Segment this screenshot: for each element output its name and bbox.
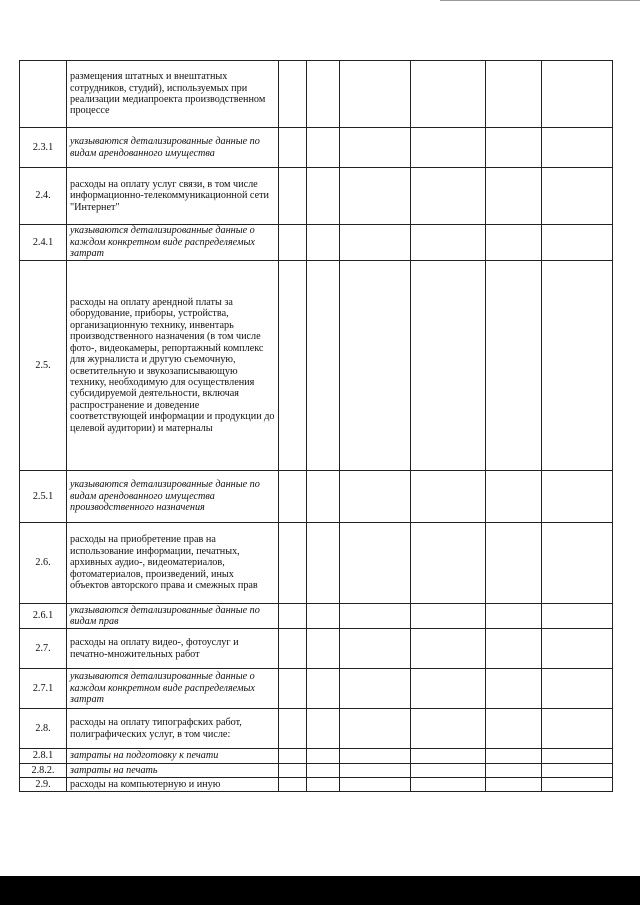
row-number: 2.8.2. [20, 764, 67, 778]
table-row [20, 471, 613, 523]
value-cell [279, 168, 307, 225]
value-cell [486, 629, 542, 669]
table-row [20, 225, 613, 261]
value-cell [340, 61, 411, 128]
value-cell [542, 709, 613, 749]
cost-table [19, 60, 613, 792]
value-cell [340, 523, 411, 604]
value-cell [411, 778, 486, 792]
value-cell [411, 168, 486, 225]
row-number: 2.7.1 [20, 669, 67, 709]
value-cell [340, 669, 411, 709]
row-number: 2.8. [20, 709, 67, 749]
value-cell [542, 225, 613, 261]
value-cell [486, 168, 542, 225]
row-description: расходы на оплату типографских работ, полиграфических услуг, в том числе: [67, 709, 279, 749]
value-cell [542, 471, 613, 523]
table-row [20, 764, 613, 778]
row-number: 2.6.1 [20, 604, 67, 629]
value-cell [307, 225, 340, 261]
row-description: затраты на подготовку к печати [67, 749, 279, 764]
value-cell [411, 604, 486, 629]
value-cell [279, 709, 307, 749]
value-cell [411, 764, 486, 778]
row-description: расходы на компьютерную и иную [67, 778, 279, 792]
value-cell [307, 128, 340, 168]
value-cell [279, 669, 307, 709]
row-description: указываются детализированные данные по видам арендованного имущества [67, 128, 279, 168]
value-cell [542, 764, 613, 778]
table-row [20, 778, 613, 792]
value-cell [340, 629, 411, 669]
value-cell [307, 669, 340, 709]
value-cell [411, 523, 486, 604]
value-cell [486, 749, 542, 764]
value-cell [542, 128, 613, 168]
value-cell [542, 61, 613, 128]
row-number: 2.6. [20, 523, 67, 604]
value-cell [542, 749, 613, 764]
value-cell [340, 261, 411, 471]
value-cell [411, 629, 486, 669]
value-cell [340, 471, 411, 523]
value-cell [340, 764, 411, 778]
row-description: размещения штатных и внештатных сотрудников, студий), используемых при реализации медиапроекта производственном процессе [67, 61, 279, 128]
row-number: 2.4. [20, 168, 67, 225]
value-cell [411, 261, 486, 471]
table-row [20, 61, 613, 128]
table-row [20, 523, 613, 604]
table-row [20, 669, 613, 709]
value-cell [307, 749, 340, 764]
row-number: 2.5. [20, 261, 67, 471]
value-cell [411, 749, 486, 764]
page-edge-line [440, 0, 640, 1]
row-description: расходы на приобретение прав на использование информации, печатных, архивных аудио-, видеоматериалов, фотоматериалов, произведений, иных объектов авторского права и смежных прав [67, 523, 279, 604]
value-cell [486, 61, 542, 128]
value-cell [340, 225, 411, 261]
value-cell [307, 261, 340, 471]
value-cell [279, 749, 307, 764]
value-cell [340, 168, 411, 225]
value-cell [542, 629, 613, 669]
row-number: 2.8.1 [20, 749, 67, 764]
row-description: затраты на печать [67, 764, 279, 778]
value-cell [307, 471, 340, 523]
table-row [20, 709, 613, 749]
value-cell [542, 261, 613, 471]
value-cell [486, 471, 542, 523]
value-cell [340, 749, 411, 764]
value-cell [411, 61, 486, 128]
row-number: 2.9. [20, 778, 67, 792]
row-number [20, 61, 67, 128]
table-row [20, 604, 613, 629]
row-number: 2.3.1 [20, 128, 67, 168]
value-cell [411, 471, 486, 523]
value-cell [486, 523, 542, 604]
row-number: 2.4.1 [20, 225, 67, 261]
table-row [20, 128, 613, 168]
value-cell [542, 168, 613, 225]
value-cell [279, 471, 307, 523]
value-cell [279, 629, 307, 669]
value-cell [307, 523, 340, 604]
value-cell [340, 778, 411, 792]
value-cell [411, 225, 486, 261]
row-number: 2.5.1 [20, 471, 67, 523]
value-cell [486, 778, 542, 792]
value-cell [307, 604, 340, 629]
value-cell [279, 61, 307, 128]
value-cell [542, 669, 613, 709]
value-cell [486, 709, 542, 749]
row-number: 2.7. [20, 629, 67, 669]
row-description: указываются детализированные данные о каждом конкретном виде распределяемых затрат [67, 225, 279, 261]
value-cell [307, 61, 340, 128]
value-cell [411, 128, 486, 168]
value-cell [340, 128, 411, 168]
table-row [20, 261, 613, 471]
value-cell [486, 764, 542, 778]
row-description: расходы на оплату видео-, фотоуслуг и печатно-множительных работ [67, 629, 279, 669]
value-cell [542, 778, 613, 792]
value-cell [279, 523, 307, 604]
value-cell [340, 604, 411, 629]
table-row [20, 629, 613, 669]
value-cell [279, 225, 307, 261]
value-cell [307, 709, 340, 749]
value-cell [279, 128, 307, 168]
value-cell [279, 778, 307, 792]
row-description: указываются детализированные данные о каждом конкретном виде распределяемых затрат [67, 669, 279, 709]
value-cell [486, 669, 542, 709]
value-cell [411, 669, 486, 709]
value-cell [307, 778, 340, 792]
value-cell [542, 604, 613, 629]
value-cell [279, 604, 307, 629]
value-cell [307, 764, 340, 778]
scan-bottom-edge [0, 876, 640, 905]
value-cell [307, 168, 340, 225]
value-cell [486, 261, 542, 471]
value-cell [307, 629, 340, 669]
value-cell [411, 709, 486, 749]
value-cell [542, 523, 613, 604]
table-row [20, 168, 613, 225]
value-cell [486, 604, 542, 629]
row-description: указываются детализированные данные по видам прав [67, 604, 279, 629]
row-description: расходы на оплату услуг связи, в том числе информационно-телекоммуникационной сети "Интернет" [67, 168, 279, 225]
value-cell [279, 261, 307, 471]
value-cell [486, 128, 542, 168]
cost-table-body [20, 61, 613, 792]
row-description: указываются детализированные данные по видам арендованного имущества производственного назначения [67, 471, 279, 523]
value-cell [486, 225, 542, 261]
row-description: расходы на оплату арендной платы за оборудование, приборы, устройства, организационную технику, инвентарь производственного назначения (в том числе фото-, видеокамеры, репортажный комплекс для журналиста и другую съемочную, осветительную и звукозаписывающую технику, необходимую для осуществления субсидируемой деятельности, включая распространение и доведение соответствующей информации и продукции до целевой аудитории) и матерналы [67, 261, 279, 471]
value-cell [340, 709, 411, 749]
value-cell [279, 764, 307, 778]
table-row [20, 749, 613, 764]
